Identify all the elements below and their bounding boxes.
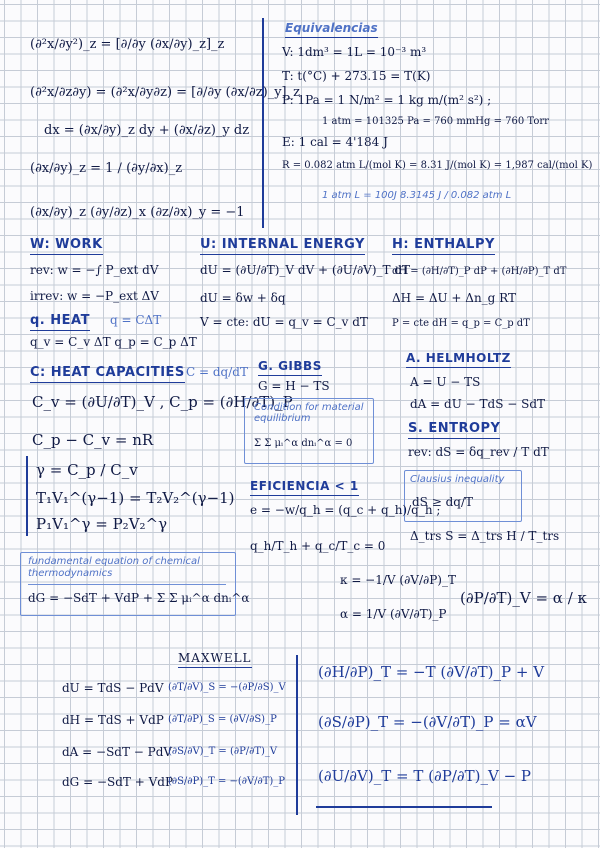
internal-energy-volume-relation: (∂U/∂V)_T = T (∂P/∂T)_V − P [318, 767, 532, 785]
identity-mixed-derivative: (∂²x/∂z∂y) = (∂²x/∂y∂z) = [∂/∂y (∂x/∂z)_y]_z [30, 85, 300, 100]
identity-second-derivative: (∂²x/∂y²)_z = [∂/∂y (∂x/∂y)_z]_z [30, 37, 225, 52]
equivalencias-title: Equivalencias [285, 22, 378, 38]
helmholtz-title: A. HELMHOLTZ [406, 352, 511, 368]
enthalpy-change: ΔH = ΔU + Δn_g RT [392, 291, 516, 305]
enthalpy-pressure-relation: (∂H/∂P)_T = −T (∂V/∂T)_P + V [318, 663, 545, 681]
first-law: dU = δw + δq [200, 291, 286, 305]
du-fundamental: dU = TdS − PdV [62, 681, 164, 695]
enthalpy-title: H: ENTHALPY [392, 238, 495, 255]
constant-pressure-heat: P = cte dH = q_p = C_p dT [392, 318, 530, 329]
thermal-expansion: α = 1/V (∂V/∂T)_P [340, 607, 447, 621]
equivalence-temperature: T: t(°C) + 273.15 = T(K) [282, 69, 431, 83]
equivalence-atm-liter: 1 atm L = 100J 8.3145 J / 0.082 atm L [322, 190, 512, 201]
transition-entropy: Δ_trs S = Δ_trs H / T_trs [410, 529, 560, 543]
efficiency-title: EFICIENCIA < 1 [250, 480, 359, 496]
helmholtz-definition: A = U − TS [410, 375, 481, 389]
efficiency-definition: e = −w/q_h = (q_c + q_h)/q_h ; [250, 503, 441, 517]
clausius-inequality: dS ≥ dq/T [412, 495, 473, 509]
adiabatic-tv: T₁V₁^(γ−1) = T₂V₂^(γ−1) [36, 489, 235, 507]
equilibrium-condition-text: Condition for material equilibrium [254, 402, 364, 424]
dh-fundamental: dH = TdS + VdP [62, 713, 164, 727]
work-title: W: WORK [30, 238, 103, 255]
maxwell-relation-4: (∂S/∂P)_T = −(∂V/∂T)_P [168, 776, 286, 787]
adiabatic-pv: P₁V₁^γ = P₂V₂^γ [36, 515, 168, 533]
maxwell-relation-1: (∂T/∂V)_S = −(∂P/∂S)_V [168, 682, 286, 693]
equivalence-atm: 1 atm = 101325 Pa = 760 mmHg = 760 Torr [322, 116, 549, 127]
entropy-reversible: rev: dS = δq_rev / T dT [408, 445, 549, 459]
constant-volume-heat: V = cte: dU = q_v = C_v dT [200, 315, 368, 329]
entropy-title: S. ENTROPY [408, 422, 500, 439]
internal-energy-differential: dU = (∂U/∂T)_V dV + (∂U/∂V)_T dT [200, 263, 411, 277]
entropy-pressure-relation: (∂S/∂P)_T = −(∂V/∂T)_P = αV [318, 713, 537, 731]
work-irreversible: irrev: w = −P_ext ΔV [30, 289, 159, 303]
equivalence-pressure: P: 1Pa = 1 N/m² = 1 kg m/(m² s²) ; [282, 93, 492, 107]
identity-cyclic: (∂x/∂y)_z (∂y/∂z)_x (∂z/∂x)_y = −1 [30, 205, 245, 220]
helmholtz-differential: dA = dU − TdS − SdT [410, 397, 546, 411]
maxwell-divider [296, 655, 298, 815]
mayer-relation: C_p − C_v = nR [32, 431, 154, 449]
clausius-label: Clausius inequality [410, 474, 505, 485]
gibbs-title: G. GIBBS [258, 360, 322, 376]
carnot-relation: q_h/T_h + q_c/T_c = 0 [250, 539, 386, 553]
derived-underline [316, 806, 492, 808]
heat-definition: q = CΔT [110, 313, 162, 327]
maxwell-relation-3: (∂S/∂V)_T = (∂P/∂T)_V [168, 746, 278, 757]
top-divider [262, 18, 264, 228]
dg-fundamental: dG = −SdT + VdP [62, 775, 174, 789]
gamma-ratio: γ = C_p / C_v [36, 461, 138, 479]
work-reversible: rev: w = −∫ P_ext dV [30, 263, 159, 277]
internal-energy-title: U: INTERNAL ENERGY [200, 238, 365, 255]
equilibrium-condition-label [254, 402, 364, 424]
heat-title: q. HEAT [30, 314, 90, 331]
maxwell-relation-2: (∂T/∂P)_S = (∂V/∂S)_P [168, 714, 277, 725]
equivalence-gas-constant: R = 0.082 atm L/(mol K) = 8.31 J/(mol K) = 1,987 cal/(mol K) [282, 160, 593, 171]
enthalpy-differential: dH = (∂H/∂T)_P dP + (∂H/∂P)_T dT [392, 266, 567, 277]
compressibility: κ = −1/V (∂V/∂P)_T [340, 573, 456, 587]
fundamental-equation: dG = −SdT + VdP + Σ Σ μᵢ^α dnᵢ^α [28, 591, 250, 605]
heat-capacities-title: C: HEAT CAPACITIES [30, 366, 185, 383]
pressure-temperature-ratio: (∂P/∂T)_V = α / κ [460, 589, 587, 607]
identity-total-differential: dx = (∂x/∂y)_z dy + (∂x/∂z)_y dz [44, 123, 250, 138]
heat-capacity-partials: C_v = (∂U/∂T)_V , C_p = (∂H/∂T)_P [32, 393, 293, 411]
heat-capacity-definition: C = dq/dT [186, 365, 248, 379]
equivalence-energy: E: 1 cal = 4'184 J [282, 135, 388, 149]
identity-reciprocal: (∂x/∂y)_z = 1 / (∂y/∂x)_z [30, 161, 183, 176]
adiabatic-brace [26, 456, 28, 536]
gibbs-definition: G = H − TS [258, 379, 330, 393]
equilibrium-condition-equation: Σ Σ μᵢ^α dnᵢ^α = 0 [254, 438, 353, 449]
maxwell-title: MAXWELL [178, 652, 252, 668]
fundamental-title: fundamental equation of chemical thermodynamics [28, 556, 200, 579]
equivalence-volume: V: 1dm³ = 1L = 10⁻³ m³ [282, 45, 427, 59]
fundamental-rule [28, 584, 226, 585]
heat-capacity-relations: q_v = C_v ΔT q_p = C_p ΔT [30, 335, 197, 349]
da-fundamental: dA = −SdT − PdV [62, 745, 173, 759]
